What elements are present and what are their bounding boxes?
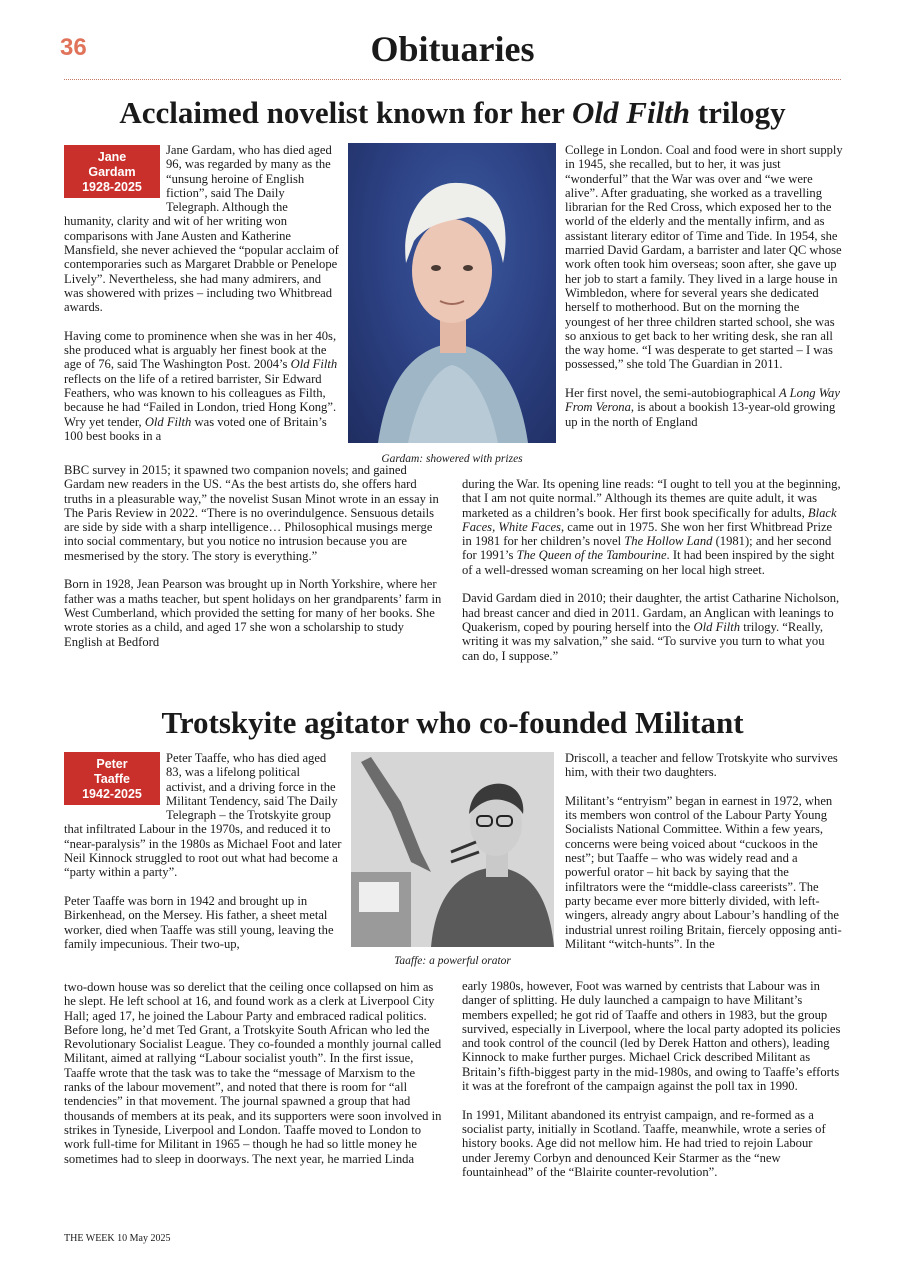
article2-paragraph: Militant’s “entryism” began in earnest in 1972, when its members won control of the Labour Party Young Socialists National Committee. Within a few years, concerns were being voiced about “cuckoos in the nest”; but Taaffe – who was widely read and a powerful orator – hit back by saying that the infiltrators were the “middle-class careerists”. The party became ever more bitterly divided, with left-wingers, already angry about Labour’s handling of the industrial unrest roiling Britain, fiercely opposing anti-Militant “witch-hunts”. In the	[565, 793, 842, 951]
text-italic: The Queen of the Tambourine	[516, 548, 667, 563]
page-number: 36	[60, 34, 87, 61]
article1-caption: Gardam: showered with prizes	[381, 453, 523, 465]
article1-col-right	[565, 143, 843, 463]
portrait-illustration	[348, 143, 556, 443]
article2-col-left-cont	[64, 980, 444, 1210]
article2-headline: Trotskyite agitator who co-founded Militant	[161, 705, 744, 740]
article1-col-left-cont	[64, 463, 444, 685]
article2-paragraph: Driscoll, a teacher and fellow Trotskyite who survives him, with their two daughters.	[565, 751, 838, 780]
article2-col-left	[64, 751, 342, 973]
text-span: , is about a bookish 13-year-old growing up in the north of England	[565, 400, 836, 429]
text-span: was voted one of Britain’s 100 best books in a	[64, 414, 327, 443]
article1-col-right-cont	[462, 477, 843, 689]
text-span: Her first novel, the semi-autobiographical	[565, 386, 780, 401]
text-italic: The Hollow Land	[624, 534, 713, 549]
article2-col-right	[565, 751, 843, 981]
text-italic: Black Faces, White Faces	[462, 505, 837, 534]
text-span: reflects on the life of a retired barrister, Sir Edward Feathers, who was known to his colleagues as Filth, because he had “Failed in London, tried Hong Kong”. Wry yet tender,	[64, 371, 337, 429]
badge-first-name: Peter	[96, 757, 128, 771]
article2-caption: Taaffe: a powerful orator	[394, 955, 511, 967]
text-span: . It had been inspired by the sight of a well-dressed woman screaming on her local high street.	[462, 548, 835, 577]
article2-photo	[351, 752, 554, 947]
headline-text: Acclaimed novelist known for her	[119, 95, 573, 130]
badge-years: 1928-2025	[82, 180, 142, 194]
text-span: (1981); and her second for 1991’s	[462, 534, 832, 563]
article2-col-right-cont	[462, 979, 843, 1211]
headline-text: trilogy	[690, 95, 786, 130]
article2-paragraph: two-down house was so derelict that the ceiling once collapsed on him as he slept. He left school at 16, and found work as a clerk at Liverpool City Hall; aged 17, he joined the Labour Party and embraced radical politics. Before long, he’d met Ted Grant, a Trotskyite South African who led the Revolutionary Socialist League. They co-founded a monthly journal called Militant, aimed at rallying “Labour socialist youth”. In the first issue, Taaffe wrote that the task was to take the “message of Marxism to the ranks of the labour movement”, and noted that there is room for “all tendencies” in that movement. The journal spawned a group that had thousands of members at its peak, and its supporters were soon involved in strikes in Tyneside, Liverpool and London. Taaffe moved to London to work full-time for Militant in 1965 – though he had so little money he sometimes had to sleep in doorways. The next year, he married Linda	[64, 980, 442, 1166]
text-italic: Old Filth	[290, 357, 338, 372]
article1-paragraph	[462, 591, 843, 662]
text-span: , came out in 1975. She won her first Whitbread Prize in 1981 for her children’s novel	[462, 519, 833, 549]
section-title: Obituaries	[370, 29, 535, 69]
text-span: trilogy. “Really, writing it was my salvation,” she said. “To survive you turn to what you can do, I suppose.”	[462, 619, 825, 663]
header-rule	[64, 79, 841, 80]
article1-paragraph	[565, 386, 843, 429]
article1-paragraph: Jane Gardam, who has died aged 96, was regarded by many as the “unsung heroine of English fiction”, said The Daily Telegraph. Although the humanity, clarity and wit of her writing won comparisons with Jane Austen and Katherine Mansfield, she never achieved the “popular acclaim of contemporaries such as Margaret Drabble or Penelope Lively”. Nevertheless, she had many admirers, and was showered with prizes – including two Whitbread awards.	[64, 143, 339, 315]
article2-paragraph: Peter Taaffe, who has died aged 83, was a lifelong political activist, and a driving force in the Militant Tendency, said The Daily Telegraph – the Trotskyite group that infiltrated Labour in the 1970s, and reduced it to “near-paralysis” in the 1980s as Michael Foot and later Neil Kinnock struggled to root out what had become a “party within a party”.	[64, 751, 342, 880]
badge-first-name: Jane	[97, 150, 127, 164]
article1-headline	[0, 95, 905, 131]
text-span: during the War. Its opening line reads: “I ought to tell you at the beginning, that I am not quite normal.” Although its themes are quite adult, it was marketed as a children’s book. Her first book specifically for adults,	[462, 477, 841, 520]
footer-masthead: THE WEEK 10 May 2025	[64, 1233, 171, 1244]
headline-italic: Old Filth	[572, 95, 691, 130]
badge-last-name: Taaffe	[94, 772, 130, 786]
article1-paragraph	[64, 329, 339, 443]
article2-paragraph: Peter Taaffe was born in 1942 and brought up in Birkenhead, on the Mersey. His father, a sheet metal worker, died when Taaffe was still young, leaving the family impecunious. Their two-up,	[64, 893, 334, 951]
text-italic: Old Filth	[144, 414, 192, 429]
article2-paragraph: early 1980s, however, Foot was warned by centrists that Labour was in danger of splitting. He duly launched a campaign to have Militant’s members expelled; he got rid of Taaffe and others in 1983, but the group survived, especially in Liverpool, where the local party adopted its policies and took control of the council (led by Derek Hatton and others), leading Kinnock to make further purges. Michael Crick described Militant as Britain’s fifth-biggest party in the mid-1980s, and owing to Taaffe’s efforts it was at the forefront of the campaign against the poll tax in 1990.	[462, 979, 841, 1094]
text-span: Having come to prominence when she was in her 40s, she produced what is arguably her finest book at the age of 76, said The Washington Post. 2004’s	[64, 328, 337, 372]
article1-paragraph: Born in 1928, Jean Pearson was brought up in North Yorkshire, where her father was a maths teacher, but spent holidays on her grandparents’ farm in West Cumberland, which provided the setting for many of her books. She wrote stories as a child, and aged 17 she won a scholarship to study English at Bedford	[64, 577, 442, 649]
article2-paragraph: In 1991, Militant abandoned its entryist campaign, and re-formed as a socialist party, initially in Scotland. Taaffe, meanwhile, wrote a series of history books. Age did not mellow him. He had tried to rejoin Labour under Jeremy Corbyn and denounced Keir Starmer as the “new fountainhead” of the “Blairite counter-revolution”.	[462, 1107, 826, 1179]
badge-years: 1942-2025	[82, 787, 142, 801]
text-italic: A Long Way From Verona	[565, 386, 840, 415]
article1-paragraph: BBC survey in 2015; it spawned two companion novels; and gained Gardam new readers in the US. “As the best artists do, she offers hard truths in a pleasurable way,” the novelist Susan Minot wrote in an essay in The Paris Review in 2022. “There is no overindulgence. Sensuous details are side by side with a sharp intelligence… Philosophical musings merge into social commentary, but you notice no intrusion because you are mesmerised by the story. The story is everything.”	[64, 463, 439, 563]
article1-paragraph	[462, 477, 843, 577]
article1-photo	[348, 143, 556, 443]
article1-paragraph: College in London. Coal and food were in short supply in 1945, she recalled, but to her, it was just “wonderful” that the War was over and “we were alive”. After graduating, she worked as a travelling librarian for the Red Cross, which exposed her to the world of the elderly and the mentally infirm, and as assistant literary editor of Time and Tide. In 1954, she married David Gardam, a barrister and later QC whose work often took him overseas; soon after, she gave up her job to start a family. They lived in a large house in Wimbledon, where for several years she dedicated herself to motherhood. But on the morning the youngest of her three children started school, she was so anxious to get back to her writing desk, she ran all the way home. “I was desperate to get started – I was possessed,” she told The Guardian in 2011.	[565, 143, 843, 372]
orator-illustration	[351, 752, 554, 947]
article1-col-left	[64, 143, 339, 463]
text-span: David Gardam died in 2010; their daughter, the artist Catharine Nicholson, had breast cancer and died in 2011. Gardam, an Anglican with leanings to Quakerism, coped by pouring herself into the	[462, 591, 840, 634]
badge-last-name: Gardam	[88, 165, 136, 179]
text-italic: Old Filth	[693, 619, 741, 634]
